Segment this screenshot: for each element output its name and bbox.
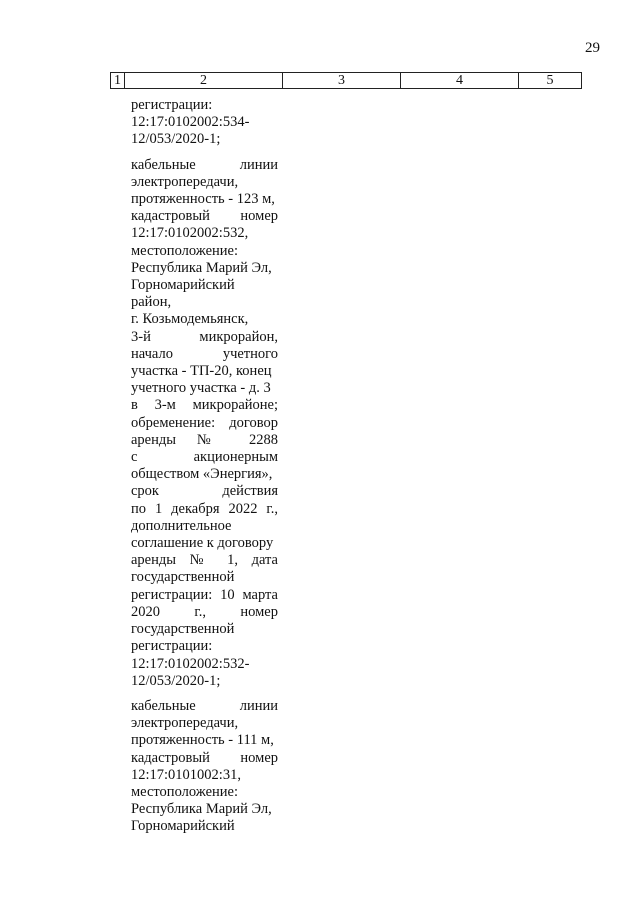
- text-line: Горномарийский: [131, 277, 235, 294]
- text-line: Горномарийский: [131, 818, 235, 835]
- text-line: кадастровый номер: [131, 749, 278, 766]
- text-line: соглашение к договору: [131, 535, 274, 552]
- page-number: 29: [585, 40, 600, 56]
- text-line: 12:17:0101002:31,: [131, 766, 241, 783]
- text-line: кабельные линии: [131, 697, 278, 714]
- text-line: в 3-м микрорайоне;: [131, 397, 278, 414]
- text-entry: [131, 157, 278, 690]
- text-line: кабельные линии: [131, 156, 278, 173]
- text-line: электропередачи,: [131, 715, 239, 732]
- text-line: 2020 г., номер: [131, 603, 278, 620]
- text-line: начало учетного: [131, 345, 278, 362]
- text-line: местоположение:: [131, 242, 238, 259]
- text-line: государственной: [131, 569, 235, 586]
- text-line: 12:17:0102002:532-: [131, 655, 250, 672]
- text-line: электропередачи,: [131, 173, 239, 190]
- text-entry: [131, 97, 278, 149]
- text-line: по 1 декабря 2022 г.,: [131, 500, 278, 517]
- text-entry: [131, 698, 278, 836]
- text-line: регистрации:: [131, 97, 213, 113]
- text-line: государственной: [131, 621, 235, 638]
- text-line: 12:17:0102002:534-: [131, 114, 250, 131]
- text-line: район,: [131, 294, 172, 311]
- text-line: Республика Марий Эл,: [131, 801, 272, 818]
- text-line: дополнительное: [131, 517, 232, 534]
- text-line: участка - ТП-20, конец: [131, 363, 272, 380]
- text-line: протяженность - 111 м,: [131, 732, 274, 749]
- text-line: аренды № 2288: [131, 431, 278, 448]
- table-header-cell-3: 3: [283, 73, 401, 88]
- text-line: Республика Марий Эл,: [131, 259, 272, 276]
- text-line: с акционерным: [131, 449, 278, 466]
- table-header-cell-2: 2: [125, 73, 283, 88]
- text-line: 12:17:0102002:532,: [131, 225, 249, 242]
- text-line: регистрации: 10 марта: [131, 586, 278, 603]
- text-line: 12/053/2020-1;: [131, 131, 221, 148]
- table-header-row: [110, 72, 582, 89]
- text-line: аренды № 1, дата: [131, 552, 278, 569]
- text-line: кадастровый номер: [131, 208, 278, 225]
- text-line: протяженность - 123 м,: [131, 191, 275, 208]
- text-line: 12/053/2020-1;: [131, 672, 221, 689]
- text-line: местоположение:: [131, 783, 238, 800]
- text-line: учетного участка - д. 3: [131, 380, 271, 397]
- text-line: г. Козьмодемьянск,: [131, 311, 249, 328]
- text-line: 3-й микрорайон,: [131, 328, 278, 345]
- table-header-cell-4: 4: [401, 73, 519, 88]
- text-line: срок действия: [131, 483, 278, 500]
- table-header-cell-5: 5: [546, 73, 554, 88]
- text-line: обременение: договор: [131, 414, 278, 431]
- text-line: обществом «Энергия»,: [131, 466, 273, 483]
- column-2-text: [131, 97, 278, 844]
- table-header-cell-1: 1: [111, 73, 125, 88]
- text-line: регистрации:: [131, 638, 213, 655]
